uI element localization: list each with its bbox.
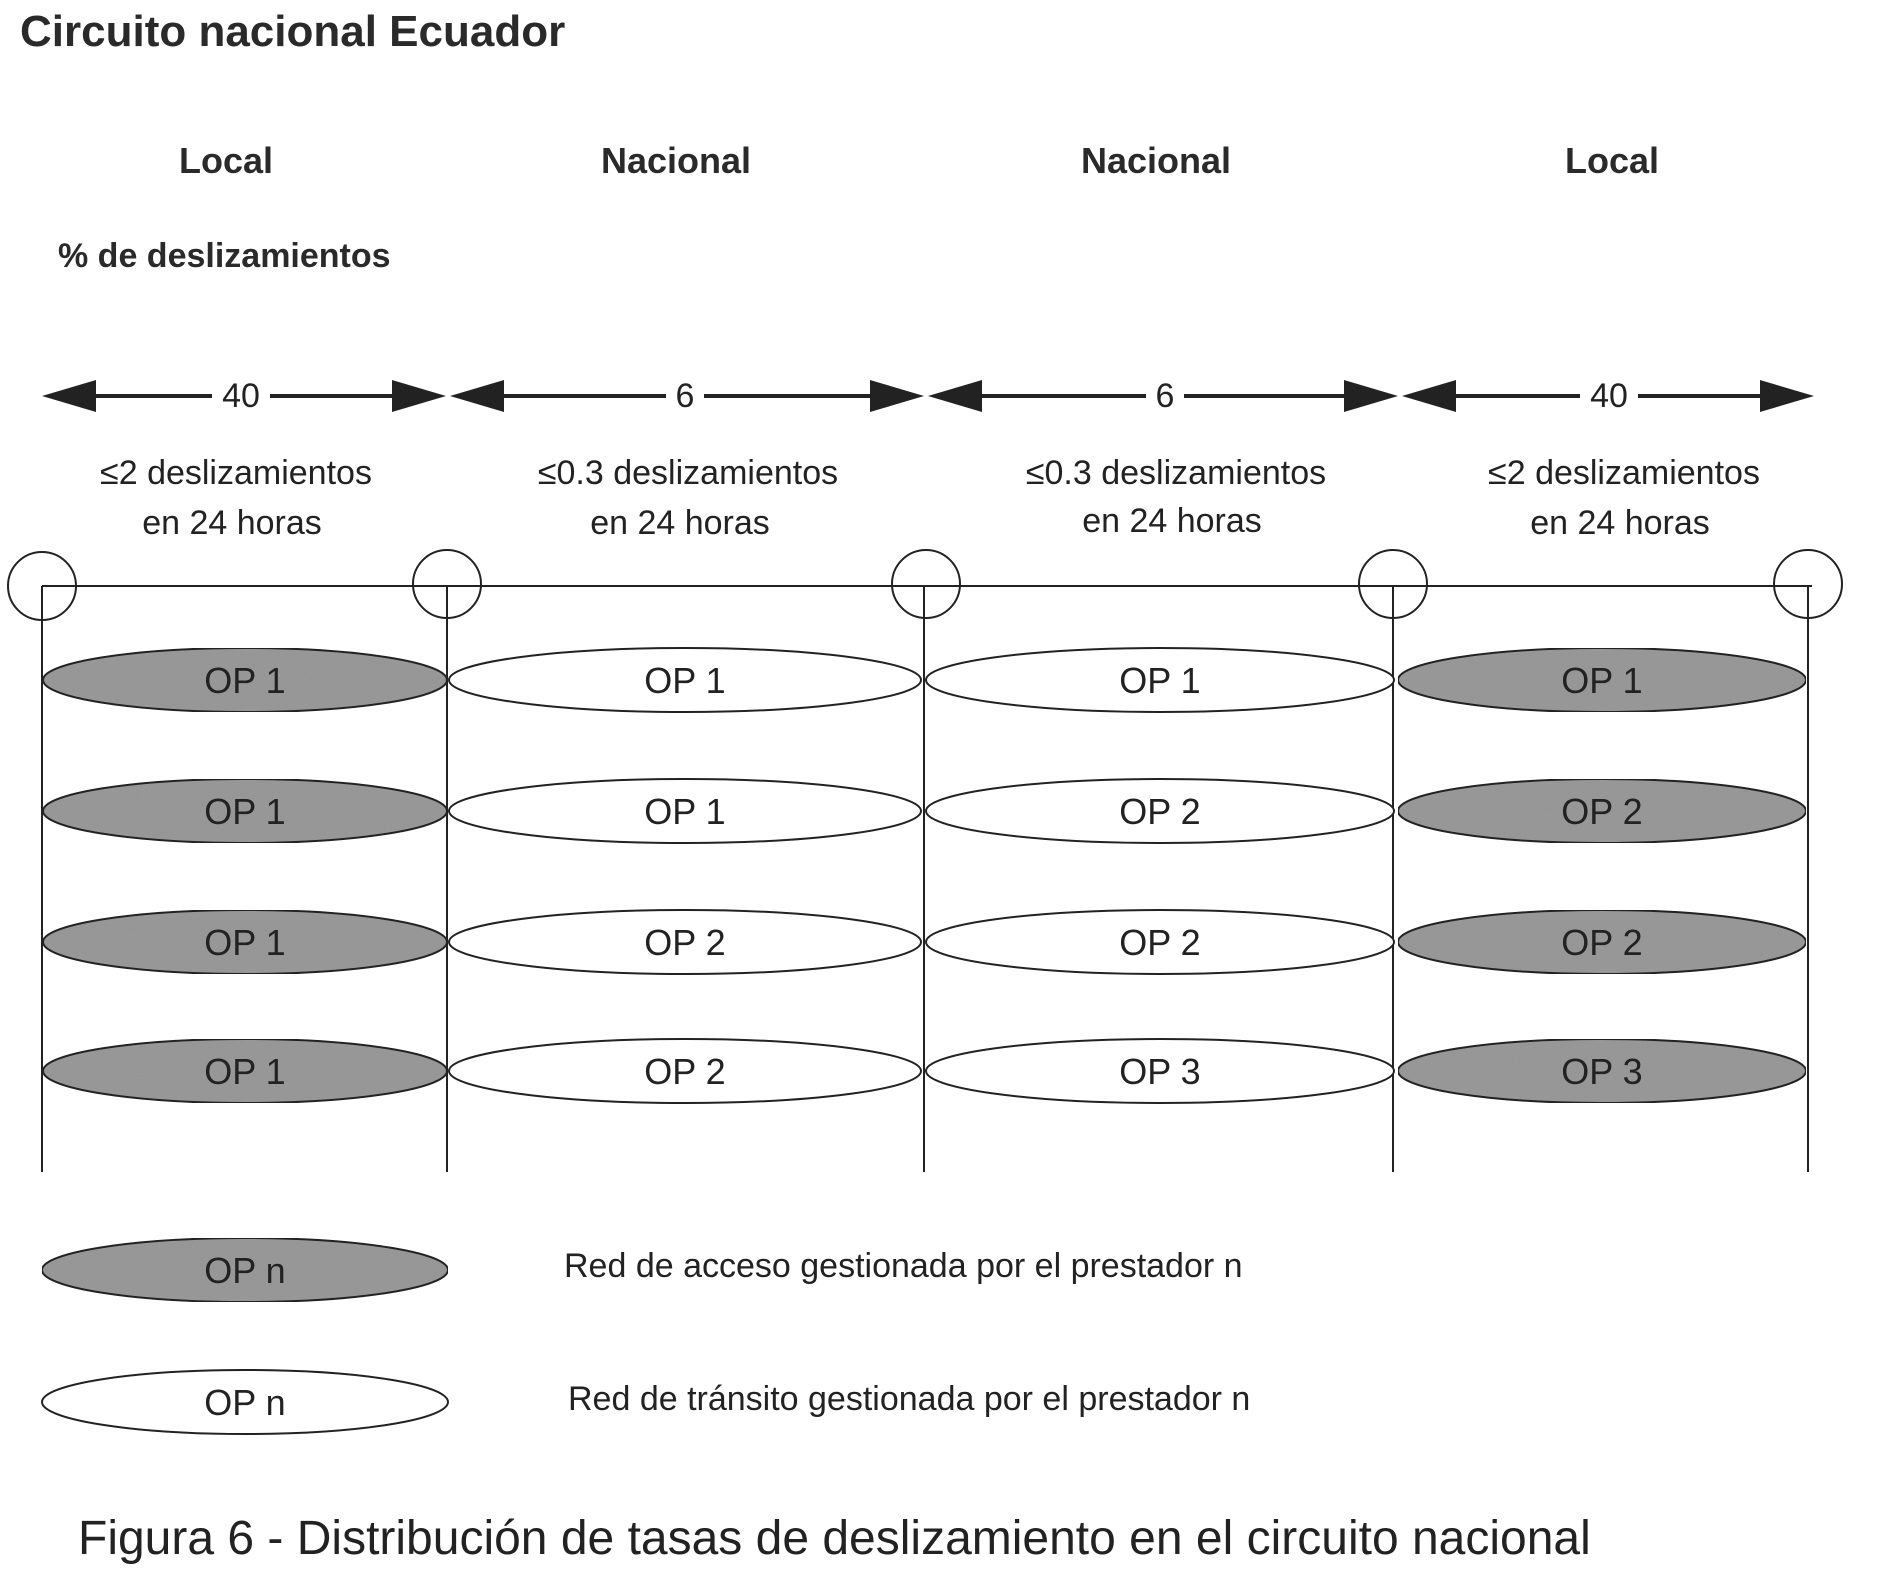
rate-national-left-line2: en 24 horas: [590, 504, 770, 542]
legend: [42, 1238, 1250, 1434]
legend-transit-text: Red de tránsito gestionada por el prestador n: [568, 1380, 1251, 1418]
arrow-head-left-1: [42, 380, 96, 412]
rate-local-right-line1: ≤2 deslizamientos: [1488, 454, 1760, 492]
operator-label-s2-r4: OP 2: [644, 1051, 726, 1092]
percent-value-national-left: 6: [675, 377, 695, 415]
header-national-right: Nacional: [1080, 140, 1232, 181]
legend-access-symbol-label: OP n: [204, 1250, 286, 1291]
operator-label-s4-r4: OP 3: [1561, 1051, 1643, 1092]
percent-arrows: [42, 380, 1814, 412]
slip-percent-label: % de deslizamientos: [58, 237, 391, 275]
arrow-head-left-2: [450, 380, 504, 412]
legend-access-text: Red de acceso gestionada por el prestador n: [564, 1247, 1243, 1285]
arrow-head-right-3: [1344, 380, 1398, 412]
arrow-head-left-3: [928, 380, 982, 412]
arrow-head-right-2: [870, 380, 924, 412]
arrow-head-left-4: [1402, 380, 1456, 412]
rate-local-right-line2: en 24 horas: [1530, 504, 1710, 542]
operator-label-s2-r2: OP 1: [644, 791, 726, 832]
header-national-left: Nacional: [600, 140, 752, 181]
operator-label-s3-r4: OP 3: [1119, 1051, 1201, 1092]
percent-value-local-left: 40: [222, 377, 260, 415]
header-local-left: Local: [178, 140, 274, 181]
diagram-title: Circuito nacional Ecuador: [20, 7, 566, 56]
figure-caption: Figura 6 - Distribución de tasas de deslizamiento en el circuito nacional: [78, 1512, 1591, 1565]
operator-label-s3-r3: OP 2: [1119, 922, 1201, 963]
operator-label-s2-r1: OP 1: [644, 660, 726, 701]
operator-label-s4-r2: OP 2: [1561, 791, 1643, 832]
operator-label-s4-r3: OP 2: [1561, 922, 1643, 963]
node-circle-3: [892, 550, 960, 618]
operator-label-s1-r1: OP 1: [204, 660, 286, 701]
header-local-right: Local: [1564, 140, 1660, 181]
operator-label-s3-r2: OP 2: [1119, 791, 1201, 832]
percent-value-local-right: 40: [1590, 377, 1628, 415]
operator-label-s1-r3: OP 1: [204, 922, 286, 963]
rate-national-right-line2: en 24 horas: [1082, 502, 1262, 540]
operator-label-s2-r3: OP 2: [644, 922, 726, 963]
operator-label-s4-r1: OP 1: [1561, 660, 1643, 701]
rate-national-right-line1: ≤0.3 deslizamientos: [1025, 454, 1327, 492]
operator-label-s3-r1: OP 1: [1119, 660, 1201, 701]
arrow-head-right-1: [392, 380, 446, 412]
legend-transit-symbol-label: OP n: [204, 1382, 286, 1423]
rate-local-left-line1: ≤2 deslizamientos: [100, 454, 372, 492]
rate-national-left-line1: ≤0.3 deslizamientos: [537, 454, 839, 492]
operator-label-s1-r2: OP 1: [204, 791, 286, 832]
slip-rates: [100, 454, 1760, 542]
percent-value-national-right: 6: [1155, 377, 1175, 415]
rate-local-left-line2: en 24 horas: [142, 504, 322, 542]
arrow-head-right-4: [1760, 380, 1814, 412]
operator-label-s1-r4: OP 1: [204, 1051, 286, 1092]
